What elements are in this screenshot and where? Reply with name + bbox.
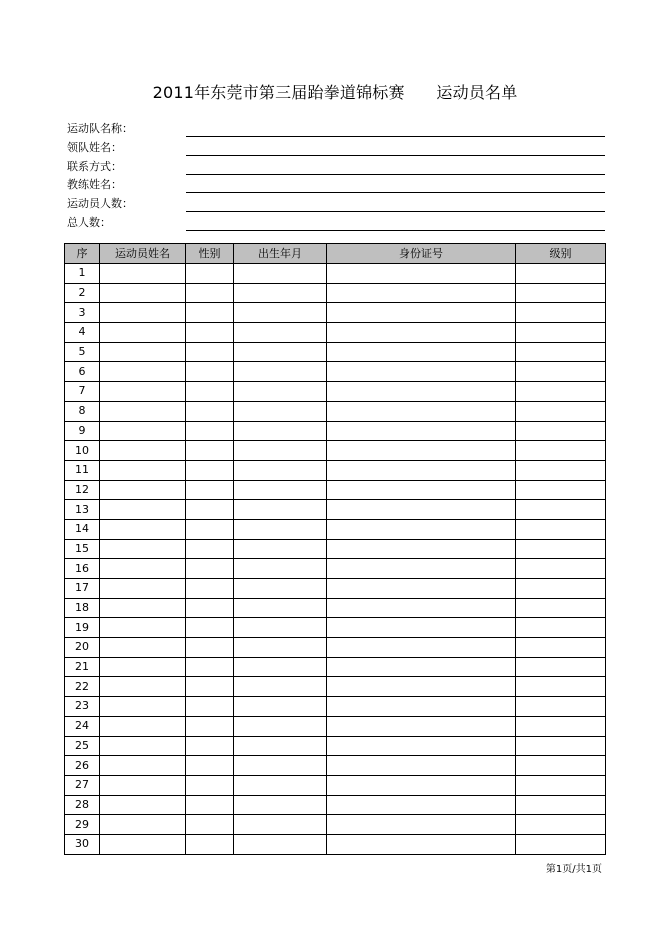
info-blank-line: [186, 211, 605, 212]
athlete-name-cell[interactable]: [100, 401, 186, 421]
birth-date-cell[interactable]: [234, 441, 327, 461]
id-number-cell[interactable]: [327, 480, 516, 500]
athlete-roster-table: [64, 243, 606, 855]
birth-date-cell[interactable]: [234, 382, 327, 402]
id-number-cell[interactable]: [327, 736, 516, 756]
table-row: [65, 323, 606, 343]
id-number-cell[interactable]: [327, 638, 516, 658]
team-info-section: [67, 120, 605, 233]
birth-date-cell[interactable]: [234, 559, 327, 579]
table-header-row: [65, 244, 606, 264]
id-number-cell[interactable]: [327, 323, 516, 343]
table-row: [65, 775, 606, 795]
row-number-cell: 15: [65, 539, 100, 559]
athlete-name-cell[interactable]: [100, 283, 186, 303]
weight-class-cell[interactable]: [516, 716, 606, 736]
gender-cell[interactable]: [186, 303, 234, 323]
gender-cell[interactable]: [186, 421, 234, 441]
birth-date-cell[interactable]: [234, 323, 327, 343]
weight-class-cell[interactable]: [516, 303, 606, 323]
gender-cell[interactable]: [186, 618, 234, 638]
info-label-leader-name: 领队姓名：: [67, 140, 122, 154]
id-number-cell[interactable]: [327, 618, 516, 638]
table-row: [65, 264, 606, 284]
table-row: [65, 815, 606, 835]
row-number-cell: 25: [65, 736, 100, 756]
info-row-coach-name: [67, 176, 605, 195]
row-number-cell: 2: [65, 283, 100, 303]
table-row: [65, 559, 606, 579]
id-number-cell[interactable]: [327, 834, 516, 854]
info-label-contact: 联系方式：: [67, 159, 122, 173]
birth-date-cell[interactable]: [234, 618, 327, 638]
row-number-cell: 28: [65, 795, 100, 815]
info-label-total-count: 总人数：: [67, 215, 111, 229]
row-number-cell: 24: [65, 716, 100, 736]
table-row: [65, 362, 606, 382]
table-row: [65, 618, 606, 638]
info-blank-line: [186, 136, 605, 137]
birth-date-cell[interactable]: [234, 815, 327, 835]
id-number-cell[interactable]: [327, 697, 516, 717]
info-blank-line: [186, 230, 605, 231]
athlete-name-cell[interactable]: [100, 638, 186, 658]
info-blank-line: [186, 155, 605, 156]
birth-date-cell[interactable]: [234, 460, 327, 480]
id-number-cell[interactable]: [327, 716, 516, 736]
gender-cell[interactable]: [186, 657, 234, 677]
info-blank-line: [186, 174, 605, 175]
birth-date-cell[interactable]: [234, 638, 327, 658]
table-body: [65, 264, 606, 855]
row-number-cell: 14: [65, 519, 100, 539]
column-header-birth-date: 出生年月: [234, 244, 327, 264]
id-number-cell[interactable]: [327, 460, 516, 480]
row-number-cell: 4: [65, 323, 100, 343]
row-number-cell: 11: [65, 460, 100, 480]
weight-class-cell[interactable]: [516, 401, 606, 421]
gender-cell[interactable]: [186, 539, 234, 559]
id-number-cell[interactable]: [327, 756, 516, 776]
row-number-cell: 17: [65, 579, 100, 599]
weight-class-cell[interactable]: [516, 382, 606, 402]
row-number-cell: 6: [65, 362, 100, 382]
athlete-name-cell[interactable]: [100, 657, 186, 677]
gender-cell[interactable]: [186, 362, 234, 382]
birth-date-cell[interactable]: [234, 716, 327, 736]
row-number-cell: 18: [65, 598, 100, 618]
info-row-leader-name: [67, 139, 605, 158]
id-number-cell[interactable]: [327, 775, 516, 795]
id-number-cell[interactable]: [327, 598, 516, 618]
table-row: [65, 736, 606, 756]
table-row: [65, 657, 606, 677]
birth-date-cell[interactable]: [234, 283, 327, 303]
id-number-cell[interactable]: [327, 382, 516, 402]
gender-cell[interactable]: [186, 441, 234, 461]
athlete-name-cell[interactable]: [100, 579, 186, 599]
weight-class-cell[interactable]: [516, 500, 606, 520]
row-number-cell: 27: [65, 775, 100, 795]
gender-cell[interactable]: [186, 795, 234, 815]
weight-class-cell[interactable]: [516, 342, 606, 362]
gender-cell[interactable]: [186, 401, 234, 421]
table-row: [65, 598, 606, 618]
info-label-coach-name: 教练姓名：: [67, 178, 122, 192]
id-number-cell[interactable]: [327, 815, 516, 835]
birth-date-cell[interactable]: [234, 579, 327, 599]
gender-cell[interactable]: [186, 579, 234, 599]
weight-class-cell[interactable]: [516, 677, 606, 697]
table-row: [65, 342, 606, 362]
id-number-cell[interactable]: [327, 539, 516, 559]
row-number-cell: 16: [65, 559, 100, 579]
gender-cell[interactable]: [186, 342, 234, 362]
birth-date-cell[interactable]: [234, 598, 327, 618]
weight-class-cell[interactable]: [516, 834, 606, 854]
row-number-cell: 1: [65, 264, 100, 284]
birth-date-cell[interactable]: [234, 342, 327, 362]
row-number-cell: 20: [65, 638, 100, 658]
athlete-name-cell[interactable]: [100, 775, 186, 795]
weight-class-cell[interactable]: [516, 756, 606, 776]
gender-cell[interactable]: [186, 736, 234, 756]
weight-class-cell[interactable]: [516, 421, 606, 441]
athlete-name-cell[interactable]: [100, 756, 186, 776]
athlete-name-cell[interactable]: [100, 795, 186, 815]
weight-class-cell[interactable]: [516, 441, 606, 461]
row-number-cell: 23: [65, 697, 100, 717]
row-number-cell: 13: [65, 500, 100, 520]
row-number-cell: 10: [65, 441, 100, 461]
id-number-cell[interactable]: [327, 362, 516, 382]
weight-class-cell[interactable]: [516, 815, 606, 835]
weight-class-cell[interactable]: [516, 657, 606, 677]
table-row: [65, 519, 606, 539]
table-row: [65, 303, 606, 323]
weight-class-cell[interactable]: [516, 323, 606, 343]
weight-class-cell[interactable]: [516, 519, 606, 539]
row-number-cell: 29: [65, 815, 100, 835]
table-row: [65, 539, 606, 559]
weight-class-cell[interactable]: [516, 775, 606, 795]
table-row: [65, 441, 606, 461]
gender-cell[interactable]: [186, 519, 234, 539]
birth-date-cell[interactable]: [234, 480, 327, 500]
id-number-cell[interactable]: [327, 657, 516, 677]
row-number-cell: 8: [65, 401, 100, 421]
athlete-name-cell[interactable]: [100, 441, 186, 461]
id-number-cell[interactable]: [327, 303, 516, 323]
birth-date-cell[interactable]: [234, 795, 327, 815]
weight-class-cell[interactable]: [516, 618, 606, 638]
gender-cell[interactable]: [186, 756, 234, 776]
table-row: [65, 638, 606, 658]
weight-class-cell[interactable]: [516, 539, 606, 559]
birth-date-cell[interactable]: [234, 500, 327, 520]
athlete-name-cell[interactable]: [100, 815, 186, 835]
info-row-total-count: [67, 214, 605, 233]
id-number-cell[interactable]: [327, 342, 516, 362]
table-row: [65, 382, 606, 402]
weight-class-cell[interactable]: [516, 283, 606, 303]
table-row: [65, 677, 606, 697]
gender-cell[interactable]: [186, 382, 234, 402]
athlete-name-cell[interactable]: [100, 539, 186, 559]
column-header-weight-class: 级别: [516, 244, 606, 264]
id-number-cell[interactable]: [327, 500, 516, 520]
gender-cell[interactable]: [186, 500, 234, 520]
athlete-name-cell[interactable]: [100, 362, 186, 382]
row-number-cell: 30: [65, 834, 100, 854]
athlete-name-cell[interactable]: [100, 598, 186, 618]
weight-class-cell[interactable]: [516, 598, 606, 618]
id-number-cell[interactable]: [327, 795, 516, 815]
id-number-cell[interactable]: [327, 559, 516, 579]
table-row: [65, 697, 606, 717]
athlete-name-cell[interactable]: [100, 716, 186, 736]
athlete-name-cell[interactable]: [100, 421, 186, 441]
gender-cell[interactable]: [186, 677, 234, 697]
birth-date-cell[interactable]: [234, 697, 327, 717]
birth-date-cell[interactable]: [234, 401, 327, 421]
weight-class-cell[interactable]: [516, 480, 606, 500]
table-row: [65, 283, 606, 303]
athlete-name-cell[interactable]: [100, 519, 186, 539]
weight-class-cell[interactable]: [516, 638, 606, 658]
id-number-cell[interactable]: [327, 264, 516, 284]
birth-date-cell[interactable]: [234, 539, 327, 559]
info-row-athlete-count: [67, 195, 605, 214]
id-number-cell[interactable]: [327, 519, 516, 539]
athlete-name-cell[interactable]: [100, 697, 186, 717]
table-row: [65, 401, 606, 421]
column-header-id-number: 身份证号: [327, 244, 516, 264]
gender-cell[interactable]: [186, 480, 234, 500]
table-row: [65, 579, 606, 599]
page-title: 2011年东莞市第三届跆拳道锦标赛 运动员名单: [152, 83, 518, 102]
athlete-name-cell[interactable]: [100, 834, 186, 854]
table-row: [65, 500, 606, 520]
athlete-name-cell[interactable]: [100, 264, 186, 284]
table-row: [65, 795, 606, 815]
id-number-cell[interactable]: [327, 421, 516, 441]
weight-class-cell[interactable]: [516, 460, 606, 480]
weight-class-cell[interactable]: [516, 362, 606, 382]
id-number-cell[interactable]: [327, 441, 516, 461]
athlete-name-cell[interactable]: [100, 618, 186, 638]
gender-cell[interactable]: [186, 815, 234, 835]
birth-date-cell[interactable]: [234, 657, 327, 677]
column-header-athlete-name: 运动员姓名: [100, 244, 186, 264]
athlete-name-cell[interactable]: [100, 342, 186, 362]
birth-date-cell[interactable]: [234, 736, 327, 756]
birth-date-cell[interactable]: [234, 362, 327, 382]
table-row: [65, 480, 606, 500]
gender-cell[interactable]: [186, 264, 234, 284]
info-row-team-name: [67, 120, 605, 139]
gender-cell[interactable]: [186, 638, 234, 658]
weight-class-cell[interactable]: [516, 579, 606, 599]
weight-class-cell[interactable]: [516, 736, 606, 756]
id-number-cell[interactable]: [327, 579, 516, 599]
gender-cell[interactable]: [186, 559, 234, 579]
birth-date-cell[interactable]: [234, 756, 327, 776]
info-label-athlete-count: 运动员人数：: [67, 197, 133, 211]
table-row: [65, 460, 606, 480]
row-number-cell: 22: [65, 677, 100, 697]
row-number-cell: 5: [65, 342, 100, 362]
row-number-cell: 9: [65, 421, 100, 441]
table-row: [65, 421, 606, 441]
athlete-name-cell[interactable]: [100, 559, 186, 579]
athlete-name-cell[interactable]: [100, 500, 186, 520]
gender-cell[interactable]: [186, 834, 234, 854]
weight-class-cell[interactable]: [516, 795, 606, 815]
table-row: [65, 716, 606, 736]
athlete-name-cell[interactable]: [100, 736, 186, 756]
gender-cell[interactable]: [186, 697, 234, 717]
row-number-cell: 12: [65, 480, 100, 500]
gender-cell[interactable]: [186, 716, 234, 736]
row-number-cell: 19: [65, 618, 100, 638]
id-number-cell[interactable]: [327, 401, 516, 421]
row-number-cell: 3: [65, 303, 100, 323]
page-number: 第1页/共1页: [545, 864, 602, 875]
birth-date-cell[interactable]: [234, 834, 327, 854]
weight-class-cell[interactable]: [516, 264, 606, 284]
id-number-cell[interactable]: [327, 677, 516, 697]
column-header-gender: 性别: [186, 244, 234, 264]
birth-date-cell[interactable]: [234, 519, 327, 539]
gender-cell[interactable]: [186, 323, 234, 343]
table-row: [65, 834, 606, 854]
info-row-contact: [67, 158, 605, 177]
athlete-name-cell[interactable]: [100, 382, 186, 402]
athlete-name-cell[interactable]: [100, 480, 186, 500]
row-number-cell: 26: [65, 756, 100, 776]
weight-class-cell[interactable]: [516, 559, 606, 579]
gender-cell[interactable]: [186, 775, 234, 795]
id-number-cell[interactable]: [327, 283, 516, 303]
birth-date-cell[interactable]: [234, 775, 327, 795]
column-header-seq: 序: [65, 244, 100, 264]
athlete-name-cell[interactable]: [100, 303, 186, 323]
gender-cell[interactable]: [186, 460, 234, 480]
birth-date-cell[interactable]: [234, 677, 327, 697]
row-number-cell: 7: [65, 382, 100, 402]
birth-date-cell[interactable]: [234, 264, 327, 284]
gender-cell[interactable]: [186, 598, 234, 618]
table-row: [65, 756, 606, 776]
weight-class-cell[interactable]: [516, 697, 606, 717]
info-blank-line: [186, 192, 605, 193]
gender-cell[interactable]: [186, 283, 234, 303]
athlete-name-cell[interactable]: [100, 677, 186, 697]
birth-date-cell[interactable]: [234, 421, 327, 441]
birth-date-cell[interactable]: [234, 303, 327, 323]
info-label-team-name: 运动队名称：: [67, 122, 133, 135]
row-number-cell: 21: [65, 657, 100, 677]
athlete-name-cell[interactable]: [100, 323, 186, 343]
athlete-name-cell[interactable]: [100, 460, 186, 480]
